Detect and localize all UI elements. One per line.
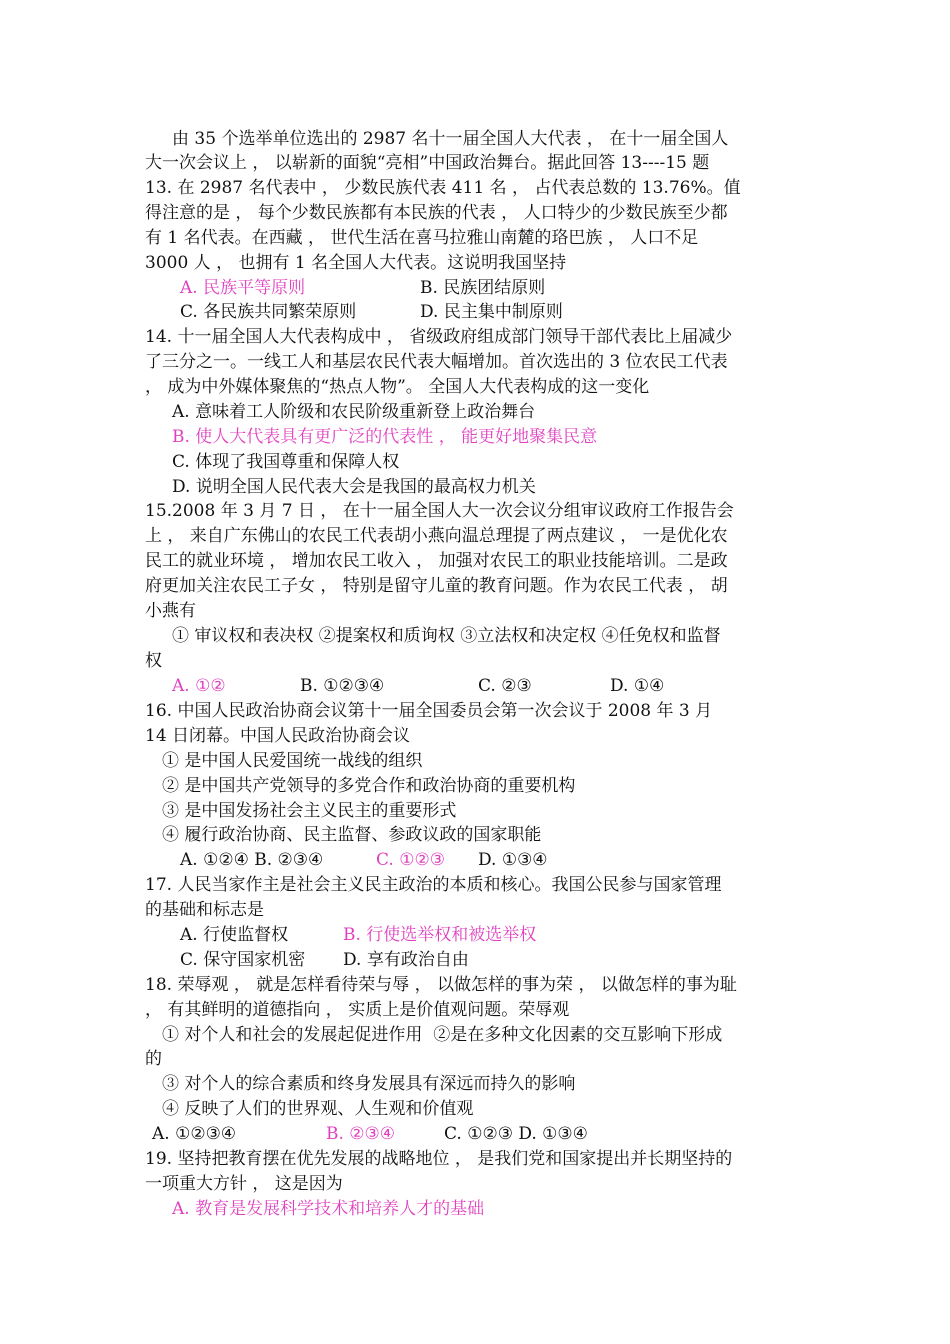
q17-option-c: C. 保守国家机密 <box>180 950 306 970</box>
q13-option-c: C. 各民族共同繁荣原则 <box>180 302 357 322</box>
q17-option-d: D. 享有政治自由 <box>343 950 469 970</box>
q14-option-a: A. 意味着工人阶级和农民阶级重新登上政治舞台 <box>172 402 536 422</box>
q15-stem-line: 民工的就业环境 ， 增加农民工收入 ， 加强对农民工的职业技能培训。二是政 <box>145 551 728 571</box>
q13-stem-line: 得注意的是 ， 每个少数民族都有本民族的代表 ， 人口特少的少数民族至少都 <box>145 203 728 223</box>
q17-stem-line: 17. 人民当家作主是社会主义民主政治的本质和核心。我国公民参与国家管理 <box>145 875 722 895</box>
q14-option-b: B. 使人大代表具有更广泛的代表性 ， 能更好地聚集民意 <box>172 427 598 447</box>
q16-item: ② 是中国共产党领导的多党合作和政治协商的重要机构 <box>162 776 576 796</box>
q17-stem-line: 的基础和标志是 <box>145 900 264 920</box>
q18-items-line: ③ 对个人的综合素质和终身发展具有深远而持久的影响 <box>162 1074 576 1094</box>
q17-option-b: B. 行使选举权和被选举权 <box>343 925 537 945</box>
q18-stem-line: ， 有其鲜明的道德指向 ， 实质上是价值观问题。荣辱观 <box>145 1000 570 1020</box>
q14-option-d: D. 说明全国人民代表大会是我国的最高权力机关 <box>172 477 536 497</box>
q19-stem-line: 19. 坚持把教育摆在优先发展的战略地位 ， 是我们党和国家提出并长期坚持的 <box>145 1149 733 1169</box>
q13-stem-line: 有 1 名代表。在西藏 ， 世代生活在喜马拉雅山南麓的珞巴族 ， 人口不足 <box>145 228 699 248</box>
q15-stem-line: 15.2008 年 3 月 7 日 ， 在十一届全国人大一次会议分组审议政府工作报告会 <box>145 501 734 521</box>
q18-items-line: ④ 反映了人们的世界观、人生观和价值观 <box>162 1099 474 1119</box>
q16-option-ab: A. ①②④ B. ②③④ <box>180 850 324 870</box>
intro-line: 大一次会议上 ， 以崭新的面貌“亮相”中国政治舞台。据此回答 13----15 题 <box>145 153 710 173</box>
q16-item: ① 是中国人民爱国统一战线的组织 <box>162 751 423 771</box>
q19-option-a: A. 教育是发展科学技术和培养人才的基础 <box>172 1199 485 1219</box>
q18-items-line: ① 对个人和社会的发展起促进作用 ②是在多种文化因素的交互影响下形成 <box>162 1025 723 1045</box>
q14-option-c: C. 体现了我国尊重和保障人权 <box>172 452 400 472</box>
q16-item: ④ 履行政治协商、民主监督、参政议政的国家职能 <box>162 825 542 845</box>
q15-stem-line: 小燕有 <box>145 601 196 621</box>
q15-option-d: D. ①④ <box>610 676 665 696</box>
q14-stem-line: ， 成为中外媒体聚焦的“热点人物”。 全国人大代表构成的这一变化 <box>145 377 650 397</box>
q15-option-c: C. ②③ <box>478 676 532 696</box>
q15-option-b: B. ①②③④ <box>300 676 385 696</box>
q18-option-b: B. ②③④ <box>326 1124 396 1144</box>
q13-stem-line: 3000 人 ， 也拥有 1 名全国人大代表。这说明我国坚持 <box>145 253 567 273</box>
q19-stem-line: 一项重大方针 ， 这是因为 <box>145 1174 343 1194</box>
q15-items-line: 权 <box>145 651 162 671</box>
q13-stem-line: 13. 在 2987 名代表中 ， 少数民族代表 411 名 ， 占代表总数的 13.76%。值 <box>145 178 741 198</box>
q13-option-a: A. 民族平等原则 <box>180 278 306 298</box>
q16-item: ③ 是中国发扬社会主义民主的重要形式 <box>162 801 457 821</box>
q15-stem-line: 府更加关注农民工子女 ， 特别是留守儿童的教育问题。作为农民工代表 ， 胡 <box>145 576 728 596</box>
q14-stem-line: 了三分之一。一线工人和基层农民代表大幅增加。首次选出的 3 位农民工代表 <box>145 352 728 372</box>
q13-option-b: B. 民族团结原则 <box>420 278 546 298</box>
q18-option-a: A. ①②③④ <box>152 1124 237 1144</box>
q15-stem-line: 上 ， 来自广东佛山的农民工代表胡小燕向温总理提了两点建议 ， 一是优化农 <box>145 526 728 546</box>
q15-items-line: ① 审议权和表决权 ②提案权和质询权 ③立法权和决定权 ④任免权和监督 <box>172 626 721 646</box>
intro-line: 由 35 个选举单位选出的 2987 名十一届全国人大代表 ， 在十一届全国人 <box>172 129 729 149</box>
q16-stem-line: 14 日闭幕。中国人民政治协商会议 <box>145 726 411 746</box>
q16-option-d: D. ①③④ <box>478 850 548 870</box>
q16-stem-line: 16. 中国人民政治协商会议第十一届全国委员会第一次会议于 2008 年 3 月 <box>145 701 713 721</box>
q13-option-d: D. 民主集中制原则 <box>420 302 563 322</box>
q18-option-cd: C. ①②③ D. ①③④ <box>444 1124 588 1144</box>
q18-stem-line: 18. 荣辱观 ， 就是怎样看待荣与辱 ， 以做怎样的事为荣 ， 以做怎样的事为耻 <box>145 975 737 995</box>
q17-option-a: A. 行使监督权 <box>180 925 289 945</box>
q14-stem-line: 14. 十一届全国人大代表构成中 ， 省级政府组成部门领导干部代表比上届减少 <box>145 327 733 347</box>
q15-option-a: A. ①② <box>172 676 226 696</box>
q16-option-c: C. ①②③ <box>376 850 445 870</box>
q18-items-line: 的 <box>145 1049 162 1069</box>
